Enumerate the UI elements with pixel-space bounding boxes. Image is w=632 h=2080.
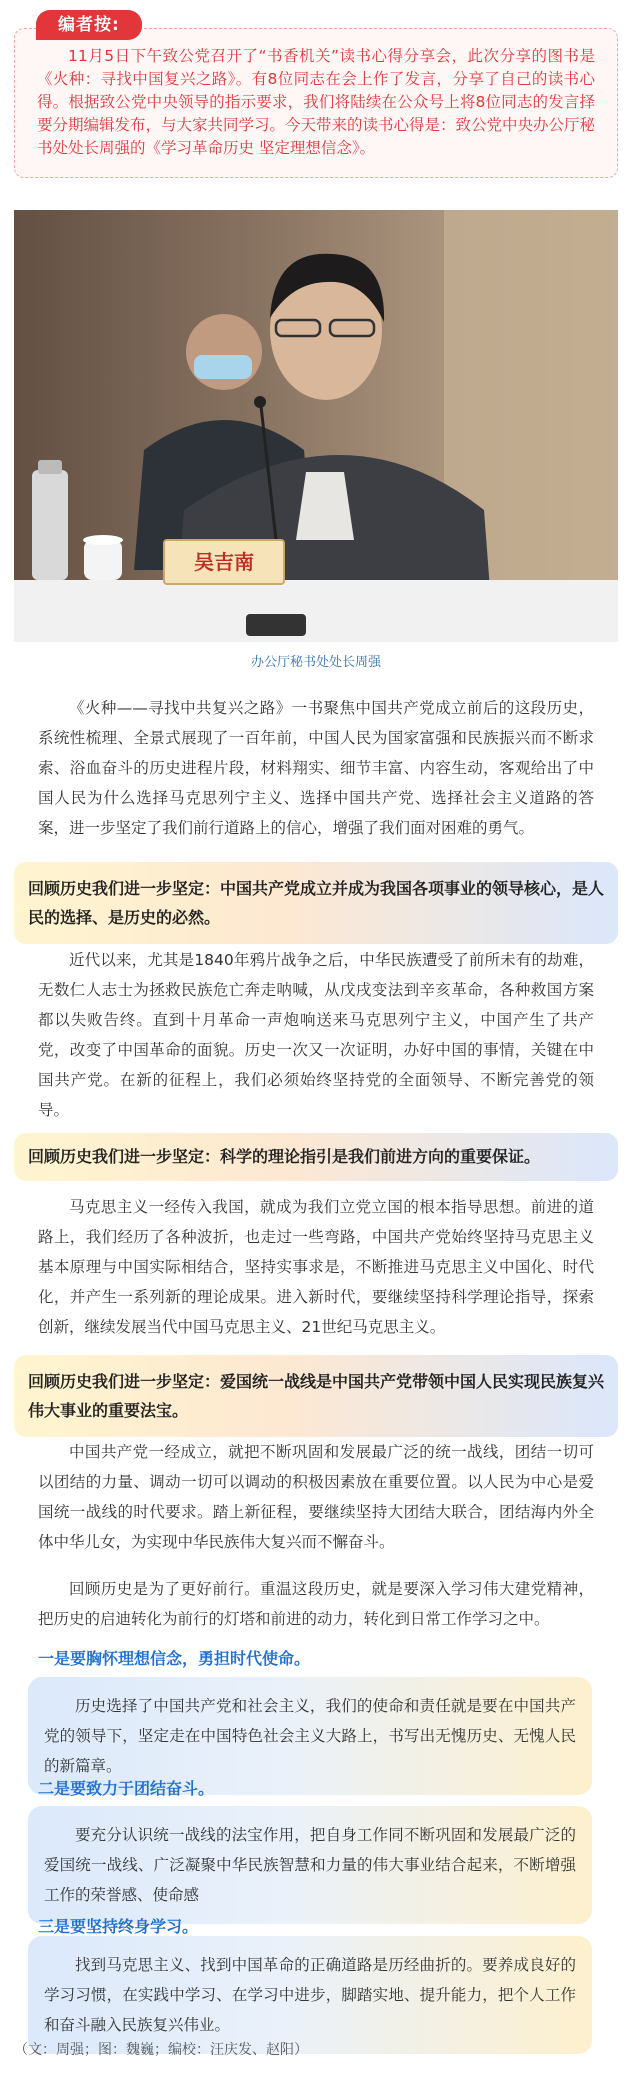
editor-note-box (14, 28, 618, 178)
point-3-card (28, 1936, 592, 2054)
transition-paragraph: 回顾历史是为了更好前行。重温这段历史，就是要深入学习伟大建党精神，把历史的启迪转化为前行的灯塔和前进的动力，转化到日常工作学习之中。 (38, 1580, 594, 1628)
intro-paragraph: 《火种——寻找中共复兴之路》一书聚焦中国共产党成立前后的这段历史，系统性梳理、全景式展现了一百年前，中国人民为国家富强和民族振兴而不断求索、浴血奋斗的历史进程片段，材料翔实、细节丰富、内容生动，客观给出了中国人民为什么选择马克思列宁主义、选择中国共产党、选择社会主义道路的答案，进一步坚定了我们前行道路上的信心，增强了我们面对困难的勇气。 (38, 699, 594, 837)
photo-caption: 办公厅秘书处处长周强 (250, 655, 381, 670)
speaker-photo (14, 210, 618, 642)
editor-note (14, 10, 618, 178)
point-3-text: 找到马克思主义、找到中国革命的正确道路是历经曲折的。要养成良好的学习习惯，在实践中学习、在学习中进步，脚踏实地、提升能力，把个人工作和奋斗融入民族复兴伟业。 (44, 1956, 576, 2034)
section-3-heading: 回顾历史我们进一步坚定：爱国统一战线是中国共产党带领中国人民实现民族复兴伟大事业的重要法宝。 (14, 1355, 618, 1437)
editor-note-tag: 编者按: (36, 10, 142, 40)
section-2-text: 马克思主义一经传入我国，就成为我们立党立国的根本指导思想。前进的道路上，我们经历了各种波折，也走过一些弯路，中国共产党始终坚持马克思主义基本原理与中国实际相结合，坚持实事求是，不断推进马克思主义中国化、时代化，并产生一系列新的理论成果。进入新时代，要继续坚持科学理论指导，探索创新，继续发展当代中国马克思主义、21世纪马克思主义。 (38, 1198, 594, 1336)
section-3-text: 中国共产党一经成立，就把不断巩固和发展最广泛的统一战线，团结一切可以团结的力量、调动一切可以调动的积极因素放在重要位置。以人民为中心是爱国统一战线的时代要求。踏上新征程，要继续坚持大团结大联合，团结海内外全体中华儿女，为实现中华民族伟大复兴而不懈奋斗。 (38, 1443, 594, 1551)
point-2-card (28, 1806, 592, 1924)
point-1-heading: 一是要胸怀理想信念，勇担时代使命。 (38, 1649, 311, 1668)
point-1-text: 历史选择了中国共产党和社会主义，我们的使命和责任就是要在中国共产党的领导下，坚定走在中国特色社会主义大路上，书写出无愧历史、无愧人民的新篇章。 (44, 1697, 576, 1775)
point-3-heading: 三是要坚持终身学习。 (38, 1917, 199, 1936)
section-2-heading: 回顾历史我们进一步坚定：科学的理论指引是我们前进方向的重要保证。 (14, 1133, 618, 1181)
point-2-heading: 二是要致力于团结奋斗。 (38, 1779, 215, 1798)
section-1-heading: 回顾历史我们进一步坚定：中国共产党成立并成为我国各项事业的领导核心，是人民的选择、是历史的必然。 (14, 862, 618, 944)
speaker-photo-illustration (14, 210, 618, 642)
editor-note-text: 11月5日下午致公党召开了“书香机关”读书心得分享会，此次分享的图书是《火种：寻找中国复兴之路》。有8位同志在会上作了发言，分享了自己的读书心得。根据致公党中央领导的指示要求，我们将陆续在公众号上将8位同志的发言择要分期编辑发布，与大家共同学习。今天带来的读书心得是：致公党中央办公厅秘书处处长周强的《学习革命历史 坚定理想信念》。 (37, 47, 596, 157)
nameplate-text: 吴吉南 (194, 550, 254, 574)
section-1-text: 近代以来，尤其是1840年鸦片战争之后，中华民族遭受了前所未有的劫难，无数仁人志士为拯救民族危亡奔走呐喊，从戊戌变法到辛亥革命，各种救国方案都以失败告终。直到十月革命一声炮响送来马克思列宁主义，中国产生了共产党，改变了中国革命的面貌。历史一次又一次证明，办好中国的事情，关键在中国共产党。在新的征程上，我们必须始终坚持党的全面领导、不断完善党的领导。 (38, 951, 594, 1119)
point-2-text: 要充分认识统一战线的法宝作用，把自身工作同不断巩固和发展最广泛的爱国统一战线、广泛凝聚中华民族智慧和力量的伟大事业结合起来，不断增强工作的荣誉感、使命感 (44, 1826, 576, 1904)
article-credits: （文：周强；图：魏巍；编校：汪庆发、赵阳） (14, 2042, 308, 2058)
